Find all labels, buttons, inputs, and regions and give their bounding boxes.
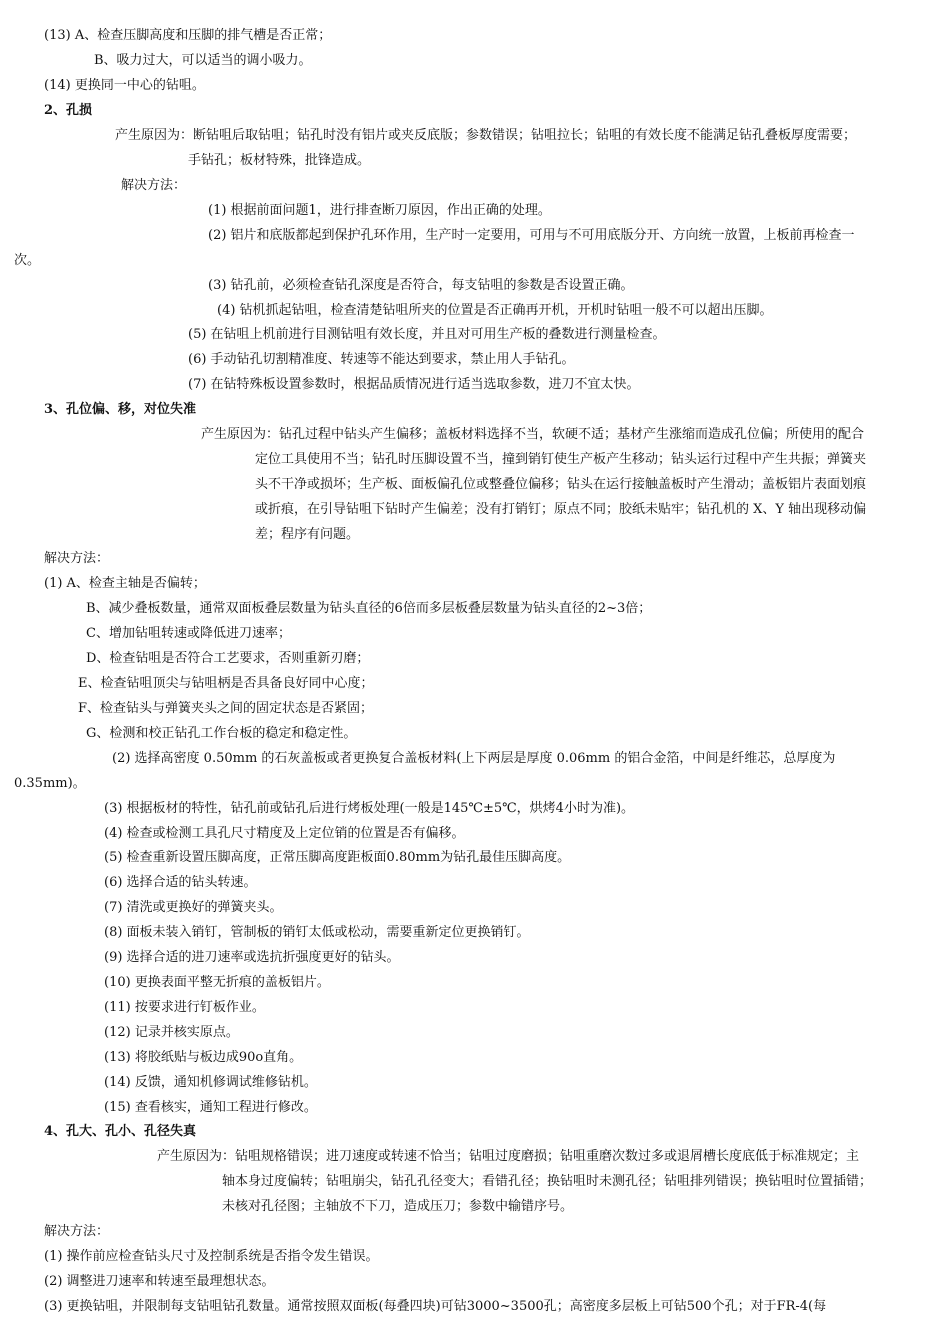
section-heading-3: 3、孔位偏、移，对位失准 bbox=[44, 402, 197, 417]
solution-label-2: 解决方法： bbox=[121, 178, 187, 193]
solution-2-2-line2: 次。 bbox=[14, 253, 41, 268]
solution-3-5: (5) 检查重新设置压脚高度，正常压脚高度距板面0.80mm为钻孔最佳压脚高度。 bbox=[104, 850, 571, 865]
solution-2-1: (1) 根据前面问题1，进行排查断刀原因，作出正确的处理。 bbox=[208, 203, 551, 218]
solution-3-1-c: C、增加钻咀转速或降低进刀速率； bbox=[86, 626, 291, 641]
solution-3-1-b: B、减少叠板数量，通常双面板叠层数量为钻头直径的6倍而多层板叠层数量为钻头直径的2~3倍； bbox=[86, 601, 652, 616]
solution-3-1-e: E、检查钻咀顶尖与钻咀柄是否具备良好同中心度； bbox=[78, 676, 374, 691]
solution-3-15: (15) 查看核实，通知工程进行修改。 bbox=[104, 1100, 317, 1115]
solution-3-9: (9) 选择合适的进刀速率或选抗折强度更好的钻头。 bbox=[104, 950, 400, 965]
item-13-b: B、吸力过大，可以适当的调小吸力。 bbox=[94, 53, 312, 68]
solution-3-1-f: F、检查钻头与弹簧夹头之间的固定状态是否紧固； bbox=[78, 701, 374, 716]
solution-4-2: (2) 调整进刀速率和转速至最理想状态。 bbox=[44, 1274, 275, 1289]
solution-2-5: (5) 在钻咀上机前进行目测钻咀有效长度，并且对可用生产板的叠数进行测量检查。 bbox=[188, 327, 666, 342]
solution-3-2-line1: (2) 选择高密度 0.50mm 的石灰盖板或者更换复合盖板材料(上下两层是厚度 0.06mm 的铝合金箔，中间是纤维芯，总厚度为 bbox=[112, 751, 836, 766]
solution-2-2-line1: (2) 铝片和底版都起到保护孔环作用，生产时一定要用，可用与不可用底版分开、方向统一放置，上板前再检查一 bbox=[208, 228, 855, 243]
cause-text-3-line4: 或折痕，在引导钻咀下钻时产生偏差；没有打销钉；原点不同；胶纸未贴牢；钻孔机的 X、Y 轴出现移动偏 bbox=[255, 502, 867, 517]
solution-3-4: (4) 检查或检测工具孔尺寸精度及上定位销的位置是否有偏移。 bbox=[104, 826, 465, 841]
cause-text-2-line2: 手钻孔；板材特殊，批锋造成。 bbox=[188, 153, 371, 168]
solution-3-10: (10) 更换表面平整无折痕的盖板铝片。 bbox=[104, 975, 330, 990]
cause-text-3-line1: 产生原因为：钻孔过程中钻头产生偏移；盖板材料选择不当，软硬不适；基材产生涨缩而造成孔位偏；所使用的配合 bbox=[201, 427, 865, 442]
solution-label-4: 解决方法： bbox=[44, 1224, 110, 1239]
section-heading-4: 4、孔大、孔小、孔径失真 bbox=[44, 1124, 197, 1139]
solution-3-11: (11) 按要求进行钉板作业。 bbox=[104, 1000, 265, 1015]
solution-3-1-a: (1) A、检查主轴是否偏转； bbox=[44, 576, 206, 591]
item-14: (14) 更换同一中心的钻咀。 bbox=[44, 78, 205, 93]
cause-text-4-line3: 未核对孔径图；主轴放不下刀，造成压刀；参数中输错序号。 bbox=[222, 1199, 574, 1214]
cause-text-4-line2: 轴本身过度偏转；钻咀崩尖，钻孔孔径变大；看错孔径；换钻咀时未测孔径；钻咀排列错误；换钻咀时位置插错； bbox=[222, 1174, 873, 1189]
solution-3-3: (3) 根据板材的特性，钻孔前或钻孔后进行烤板处理(一般是145℃±5℃，烘烤4小时为准)。 bbox=[104, 801, 635, 816]
solution-2-3: (3) 钻孔前，必须检查钻孔深度是否符合，每支钻咀的参数是否设置正确。 bbox=[208, 278, 634, 293]
cause-text-3-line5: 差；程序有问题。 bbox=[255, 527, 360, 542]
solution-3-6: (6) 选择合适的钻头转速。 bbox=[104, 875, 257, 890]
solution-3-1-d: D、检查钻咀是否符合工艺要求，否则重新刃磨； bbox=[86, 651, 370, 666]
solution-3-7: (7) 清洗或更换好的弹簧夹头。 bbox=[104, 900, 283, 915]
solution-3-1-g: G、检测和校正钻孔工作台板的稳定和稳定性。 bbox=[86, 726, 357, 741]
cause-text-3-line3: 头不干净或损坏；生产板、面板偏孔位或整叠位偏移；钻头在运行接触盖板时产生滑动；盖板铝片表面划痕 bbox=[255, 477, 867, 492]
solution-4-1: (1) 操作前应检查钻头尺寸及控制系统是否指令发生错误。 bbox=[44, 1249, 379, 1264]
item-13-a: (13) A、检查压脚高度和压脚的排气槽是否正常； bbox=[44, 28, 332, 43]
solution-3-14: (14) 反馈，通知机修调试维修钻机。 bbox=[104, 1075, 317, 1090]
section-heading-2: 2、孔损 bbox=[44, 103, 93, 118]
solution-4-3: (3) 更换钻咀，并限制每支钻咀钻孔数量。通常按照双面板(每叠四块)可钻3000~3500孔；高密度多层板上可钻500个孔；对于FR-4(每 bbox=[44, 1299, 827, 1314]
solution-label-3: 解决方法： bbox=[44, 551, 110, 566]
solution-2-6: (6) 手动钻孔切割精准度、转速等不能达到要求，禁止用人手钻孔。 bbox=[188, 352, 575, 367]
solution-2-4: (4) 钻机抓起钻咀，检查清楚钻咀所夹的位置是否正确再开机，开机时钻咀一般不可以超出压脚。 bbox=[217, 303, 773, 318]
solution-2-7: (7) 在钻特殊板设置参数时，根据品质情况进行适当选取参数，进刀不宜太快。 bbox=[188, 377, 640, 392]
cause-text-2-line1: 产生原因为：断钻咀后取钻咀；钻孔时没有铝片或夹反底版；参数错误；钻咀拉长；钻咀的有效长度不能满足钻孔叠板厚度需要； bbox=[115, 128, 857, 143]
cause-text-4-line1: 产生原因为：钻咀规格错误；进刀速度或转速不恰当；钻咀过度磨损；钻咀重磨次数过多或退屑槽长度底低于标准规定；主 bbox=[157, 1149, 860, 1164]
solution-3-2-line2: 0.35mm)。 bbox=[14, 776, 86, 791]
solution-3-13: (13) 将胶纸贴与板边成90o直角。 bbox=[104, 1050, 303, 1065]
solution-3-12: (12) 记录并核实原点。 bbox=[104, 1025, 239, 1040]
solution-3-8: (8) 面板未装入销钉，管制板的销钉太低或松动，需要重新定位更换销钉。 bbox=[104, 925, 530, 940]
cause-text-3-line2: 定位工具使用不当；钻孔时压脚设置不当，撞到销钉使生产板产生移动；钻头运行过程中产生共振；弹簧夹 bbox=[255, 452, 867, 467]
